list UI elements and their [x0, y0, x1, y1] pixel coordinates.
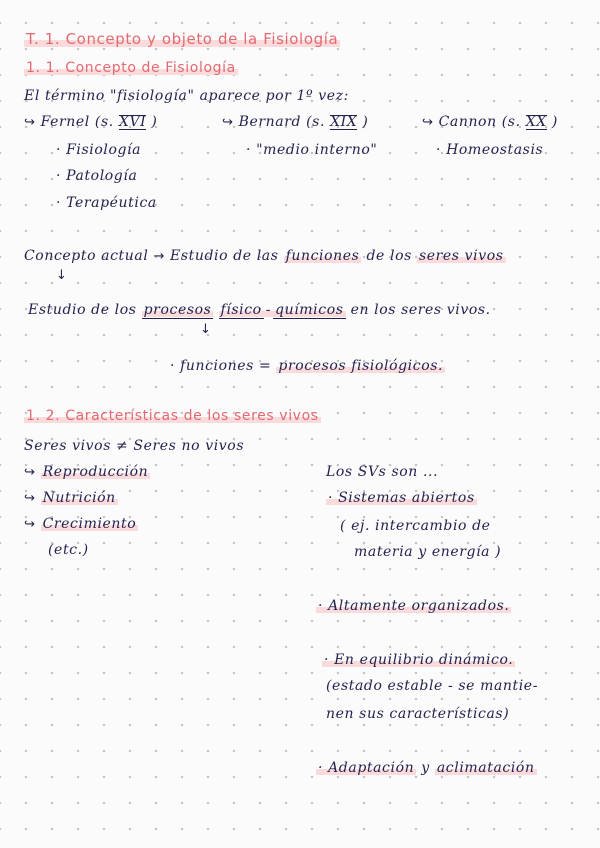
bernard-group: [222, 114, 368, 130]
crecimiento-text: Crecimiento: [42, 516, 137, 532]
fisico-highlight: físico: [220, 302, 262, 318]
left-item-nutricion: [24, 490, 118, 506]
hook-arrow-icon: ↪: [24, 115, 36, 130]
equilibrio-text: · En equilibrio dinámico.: [324, 652, 514, 668]
fernel-label: Fernel (s.: [40, 114, 114, 130]
concepto-actual-line: [24, 248, 506, 264]
cannon-group: [422, 114, 558, 130]
fernel-close: ): [151, 114, 158, 130]
equation-prefix: · funciones =: [170, 358, 272, 374]
procesos-highlight: procesos: [143, 302, 212, 318]
left-item-reproduccion: [24, 464, 150, 480]
aclimatacion-text: aclimatación: [436, 760, 535, 776]
estudio-suffix: en los seres vivos.: [350, 302, 491, 318]
fernel-century: XVI: [118, 114, 147, 130]
funciones-highlight: funciones: [285, 248, 360, 264]
hook-arrow-icon: ↪: [222, 115, 234, 130]
adaptacion-line: [316, 760, 537, 776]
sistemas-text: · Sistemas abiertos: [328, 490, 475, 506]
authors-line: [24, 114, 157, 130]
left-item-crecimiento: [24, 516, 138, 532]
equilibrio-note-2: nen sus características): [326, 706, 510, 722]
bernard-label: Bernard (s.: [238, 114, 325, 130]
right-intro: Los SVs son ...: [326, 464, 439, 480]
subheading-caracteristicas-text: 1. 2. Características de los seres vivos: [26, 408, 319, 424]
fernel-item-patologia: · Patología: [56, 168, 138, 184]
cannon-label: Cannon (s.: [438, 114, 521, 130]
main-heading: [24, 30, 340, 48]
hook-arrow-icon: ↪: [422, 115, 434, 130]
cannon-century: XX: [525, 114, 547, 130]
reproduccion-text: Reproducción: [42, 464, 149, 480]
seres-vivos-highlight: seres vivos: [418, 248, 504, 264]
bernard-close: ): [362, 114, 369, 130]
bernard-item: · "medio interno": [246, 142, 378, 158]
subheading-concepto-text: 1. 1. Concepto de Fisiología: [26, 60, 236, 76]
equilibrio-dinamico: [322, 652, 515, 668]
fernel-item-terapeutica: · Terapéutica: [56, 195, 157, 211]
de-los-text: de los: [366, 248, 412, 264]
down-arrow-icon: ↓: [200, 322, 211, 337]
adaptacion-y: y: [421, 760, 430, 776]
equilibrio-note-1: (estado estable - se mantie-: [326, 678, 539, 694]
subheading-caracteristicas: [24, 408, 321, 424]
altamente-organizados: [316, 598, 511, 614]
nutricion-text: Nutrición: [42, 490, 116, 506]
adaptacion-text: · Adaptación: [318, 760, 415, 776]
funciones-equation: [170, 358, 445, 374]
organizados-text: · Altamente organizados.: [318, 598, 510, 614]
sistemas-note-2: materia y energía ): [354, 544, 502, 560]
intro-line: El término "fisiología" aparece por 1º vez:: [24, 88, 349, 104]
cannon-close: ): [551, 114, 558, 130]
main-heading-text: T. 1. Concepto y objeto de la Fisiología: [26, 30, 339, 48]
sistemas-note-1: ( ej. intercambio de: [340, 518, 491, 534]
hook-arrow-icon: ↪: [24, 517, 36, 532]
procesos-fisiologicos-highlight: procesos fisiológicos.: [278, 358, 444, 374]
seres-vivos-compare: Seres vivos ≠ Seres no vivos: [24, 438, 245, 454]
right-arrow-icon: →: [153, 249, 165, 264]
concepto-label: Concepto actual: [24, 248, 149, 264]
hook-arrow-icon: ↪: [24, 491, 36, 506]
sistemas-abiertos: [326, 490, 477, 506]
fisico-quimicos-dash: -: [265, 302, 272, 318]
fernel-item-fisiologia: · Fisiología: [56, 142, 142, 158]
hook-arrow-icon: ↪: [24, 465, 36, 480]
bernard-century: XIX: [330, 114, 358, 130]
quimicos-highlight: químicos: [275, 302, 344, 318]
down-arrow-icon: ↓: [56, 268, 67, 283]
estudio-prefix: Estudio de los: [28, 302, 137, 318]
cannon-item: · Homeostasis: [436, 142, 544, 158]
left-etc: (etc.): [48, 542, 89, 558]
concepto-text: Estudio de las: [170, 248, 279, 264]
estudio-line: [28, 302, 491, 318]
subheading-concepto: [24, 60, 238, 76]
